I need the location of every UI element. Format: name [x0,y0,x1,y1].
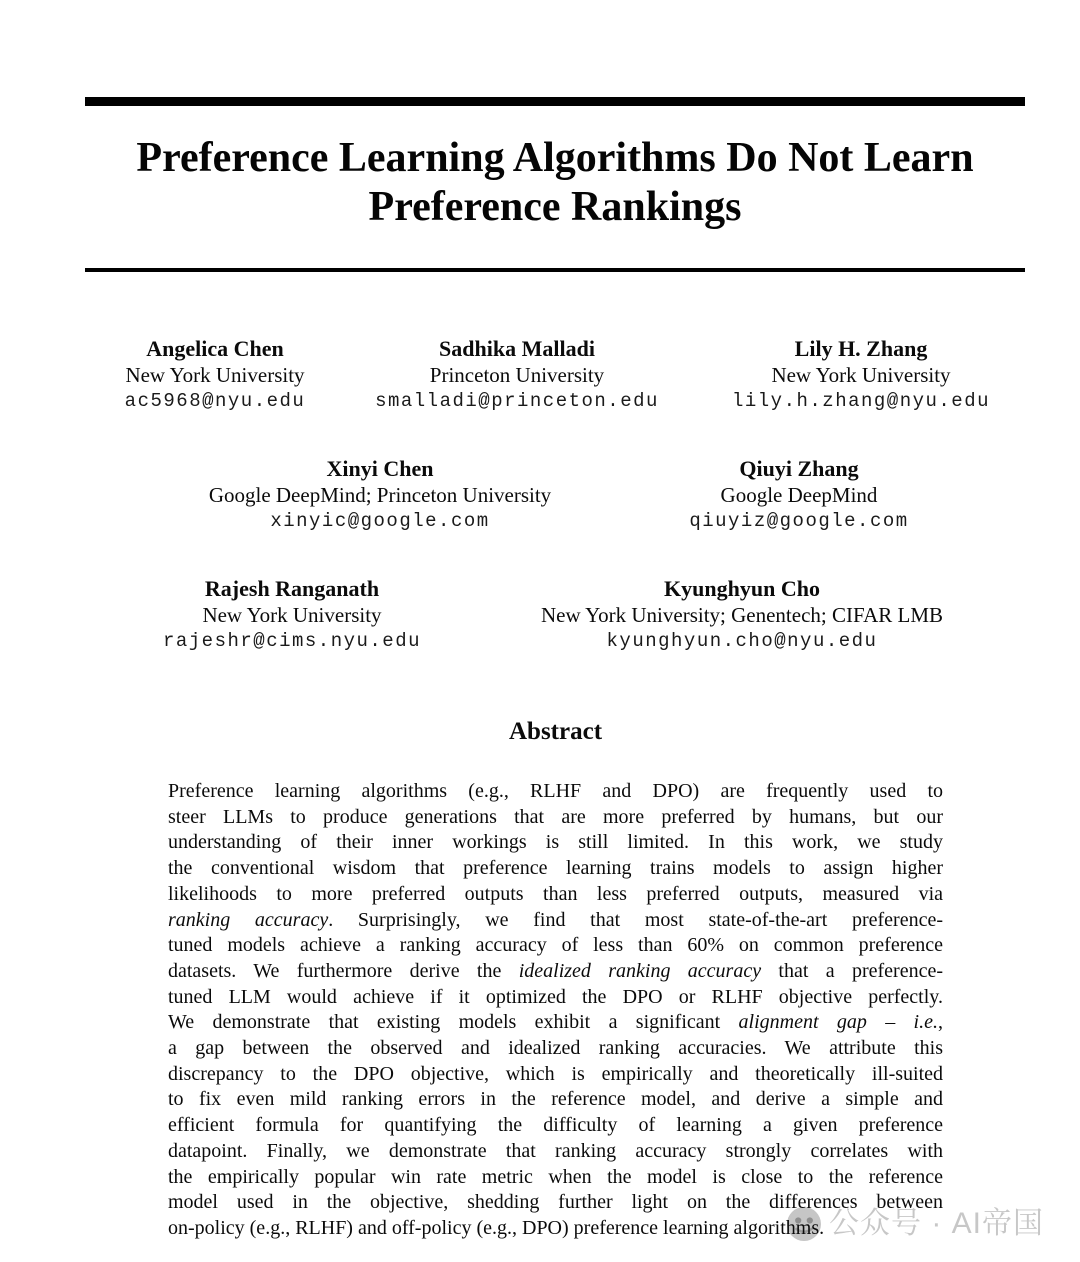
abstract-line: understanding of their inner workings is still limited. In this work, we study [168,831,943,854]
author-email: lily.h.zhang@nyu.edu [731,390,991,412]
author-block [125,336,306,415]
top-rule [85,97,1025,106]
author-email: rajeshr@cims.nyu.edu [162,630,422,652]
abstract-heading: Abstract [508,718,603,745]
abstract-line: datasets. We furthermore derive the idealized ranking accuracy that a preference- [168,959,943,982]
author-email: xinyic@google.com [270,510,490,532]
abstract-line: tuned models achieve a ranking accuracy of less than 60% on common preference [168,934,943,957]
abstract-line: steer LLMs to produce generations that are more preferred by humans, but our [168,805,943,828]
watermark-text: 公众号 · AI帝国 [829,1207,1045,1240]
paper-title-line1: Preference Learning Algorithms Do Not Learn [136,135,974,181]
abstract-line: likelihoods to more preferred outputs than less preferred outputs, measured via [168,882,943,905]
abstract-line: to fix even mild ranking errors in the reference model, and derive a simple and [168,1088,943,1111]
author-name: Lily H. Zhang [794,336,928,361]
separator-rule [85,268,1025,272]
abstract-line: Preference learning algorithms (e.g., RLHF and DPO) are frequently used to [168,780,943,802]
author-email: smalladi@princeton.edu [375,390,659,412]
abstract-line: the empirically popular win rate metric when the model is close to the reference [168,1165,943,1188]
author-name: Kyunghyun Cho [664,576,820,601]
abstract-line: the conventional wisdom that preference learning trains models to assign higher [168,857,943,880]
author-affil: New York University [202,603,382,627]
author-email: kyunghyun.cho@nyu.edu [606,630,878,652]
author-email: ac5968@nyu.edu [124,390,306,412]
abstract-line: ranking accuracy. Surprisingly, we find that most state-of-the-art preference- [168,908,943,931]
author-name: Sadhika Malladi [439,336,595,361]
abstract-line: a gap between the observed and idealized ranking accuracies. We attribute this [168,1037,943,1060]
author-block [375,336,659,415]
author-block [541,576,943,655]
author-email: qiuyiz@google.com [689,510,909,532]
author-block [689,456,908,535]
author-affil: Google DeepMind; Princeton University [208,483,552,507]
author-affil: New York University [771,363,951,387]
abstract-line: We demonstrate that existing models exhibit a significant alignment gap – i.e., [168,1011,943,1034]
author-name: Qiuyi Zhang [739,456,859,481]
author-affil: Google DeepMind [720,483,878,507]
abstract-body [168,779,943,1242]
author-name: Xinyi Chen [326,456,434,481]
abstract-line: datapoint. Finally, we demonstrate that ranking accuracy strongly correlates with [168,1139,943,1162]
paper-title-line2: Preference Rankings [368,184,742,230]
paper-title [85,134,1025,232]
author-block [209,456,551,535]
author-block [163,576,421,655]
abstract-line: model used in the objective, shedding further light on the differences between [168,1191,943,1214]
abstract-line: efficient formula for quantifying the difficulty of learning a given preference [168,1114,943,1137]
author-affil: New York University [125,363,305,387]
abstract-line: on-policy (e.g., RLHF) and off-policy (e.g., DPO) preference learning algorithms. [168,1216,825,1239]
author-affil: New York University; Genentech; CIFAR LMB [540,603,944,627]
author-affil: Princeton University [429,363,605,387]
abstract-line: discrepancy to the DPO objective, which is empirically and theoretically ill-suited [168,1062,943,1085]
abstract-line: tuned LLM would achieve if it optimized the DPO or RLHF objective perfectly. [168,985,943,1008]
author-name: Rajesh Ranganath [204,576,380,601]
author-block [732,336,990,415]
author-name: Angelica Chen [146,336,284,361]
